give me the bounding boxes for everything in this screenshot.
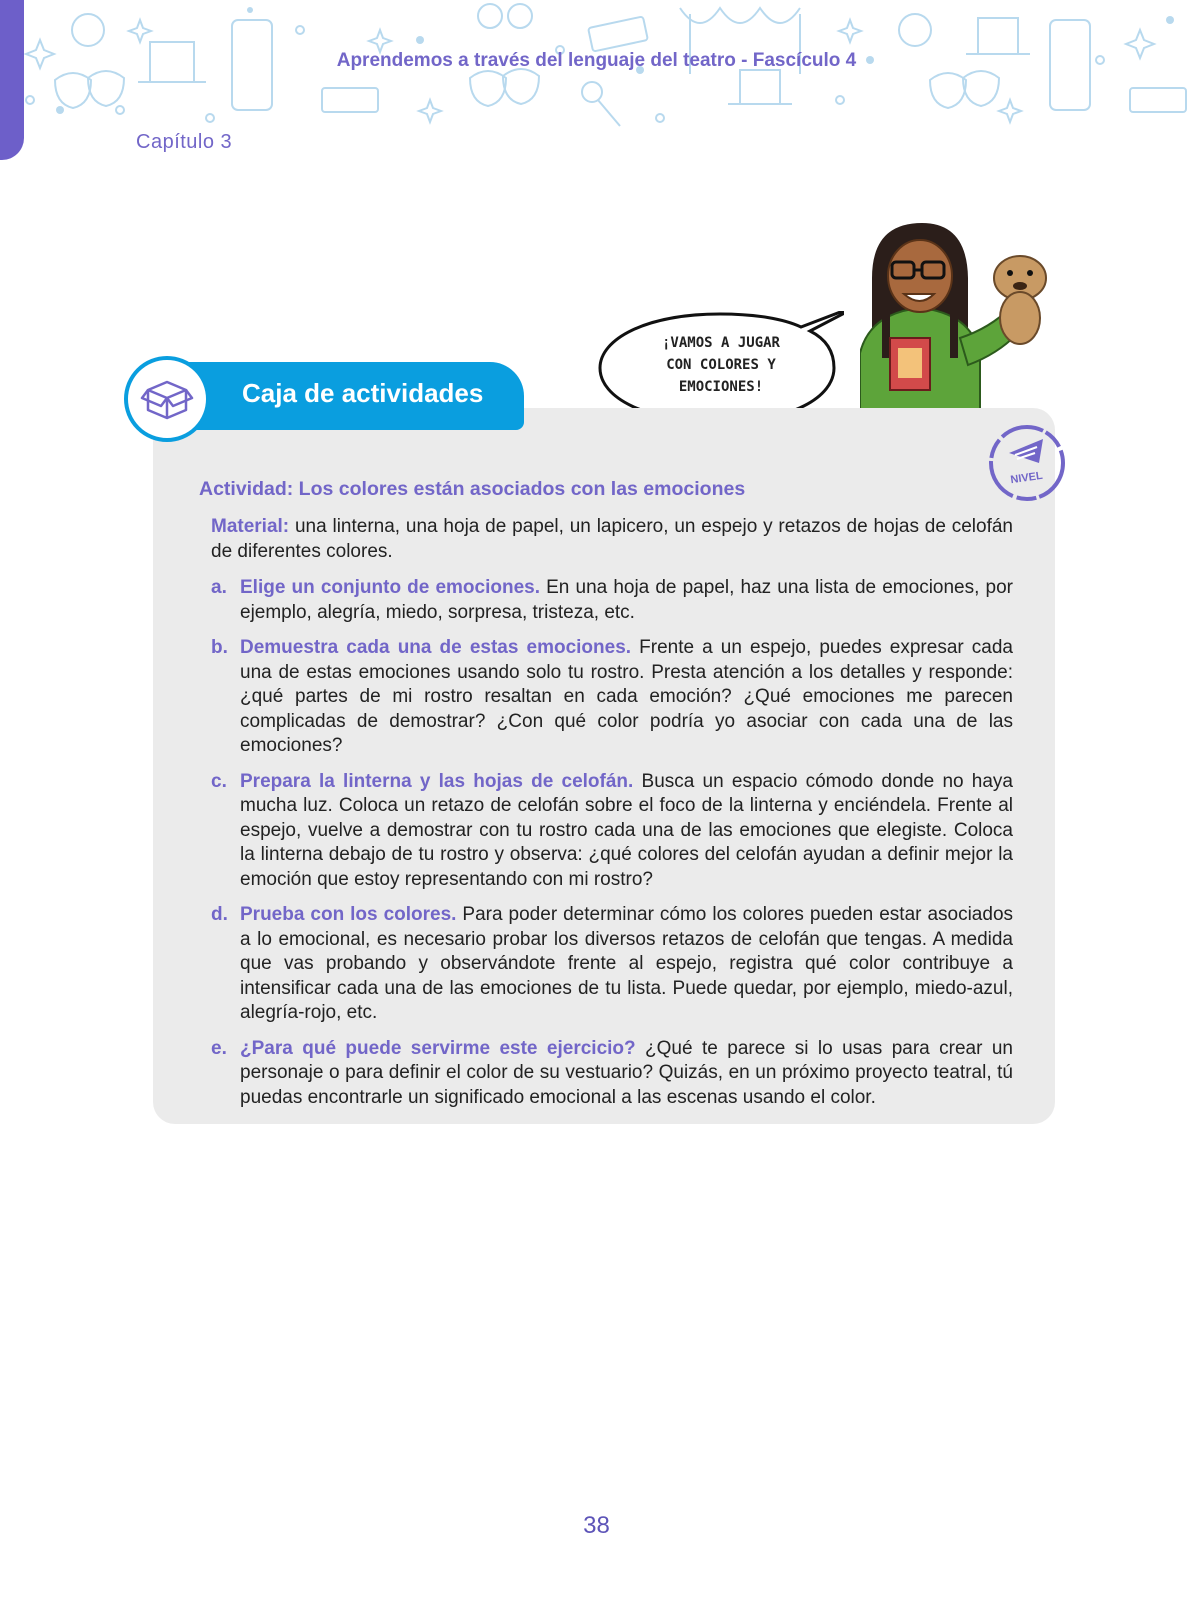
item-lead: Demuestra cada una de estas emociones.	[240, 637, 632, 658]
material-text: una linterna, una hoja de papel, un lapicero, un espejo y retazos de hojas de celofán de diferentes colores.	[211, 516, 1013, 562]
bubble-line-1: ¡VAMOS A JUGAR	[661, 335, 780, 351]
side-tab	[0, 0, 24, 160]
character-illustration	[860, 218, 1060, 413]
item-lead: ¿Para qué puede servirme este ejercicio?	[240, 1037, 636, 1059]
item-text: Busca un espacio cómodo donde no haya mucha luz. Coloca un retazo de celofán sobre el foco de la linterna y enciéndela. Frente al espejo, vuelve a demostrar con tu rostro cada una de las emociones que elegiste. Coloca la linterna debajo de tu rostro y observa: ¿qué colores del celofán ayudan a definir mejor la emoción que estoy representando con mi rostro?	[240, 770, 1013, 890]
bubble-line-2: CON COLORES Y	[666, 357, 776, 373]
list-item	[211, 576, 1013, 625]
nivel-stamp-icon	[987, 423, 1067, 503]
item-letter: d.	[211, 904, 228, 925]
item-letter: c.	[211, 770, 227, 792]
page-number: 38	[583, 1512, 610, 1539]
item-letter: a.	[211, 577, 227, 598]
item-text: Frente a un espejo, puedes expresar cada una de estas emociones usando solo tu rostro. Presta atención a los detalles y responde: ¿qué partes de mi rostro resaltan en cada emoción? ¿Qué emociones me parecen complicadas de demostrar? ¿Con qué color podría yo asociar con cada una de las emociones?	[240, 637, 1013, 756]
list-item	[211, 903, 1013, 1026]
item-text: Para poder determinar cómo los colores pueden estar asociados a lo emocional, es necesario probar los diversos retazos de celofán que tengas. A medida que vas probando y observándote frente al espejo, registra qué color contribuye a intensificar cada una de las emociones de tu lista. Puede quedar, por ejemplo, miedo-azul, alegría-rojo, etc.	[240, 904, 1014, 1023]
item-text: ¿Qué te parece si lo usas para crear un personaje o para definir el color de su vestuario? Quizás, en un próximo proyecto teatral, tú puedas encontrarle un significado emocional a las escenas usando el color.	[240, 1037, 1013, 1108]
bubble-line-3: EMOCIONES!	[678, 379, 764, 395]
list-item	[211, 636, 1013, 759]
item-text: En una hoja de papel, haz una lista de emociones, por ejemplo, alegría, miedo, sorpresa, tristeza, etc.	[240, 577, 1013, 623]
material-paragraph	[211, 515, 1013, 564]
nivel-badge	[987, 423, 1067, 503]
item-letter: e.	[211, 1037, 227, 1059]
box-icon	[124, 356, 210, 442]
list-item	[211, 770, 1013, 893]
item-lead: Prepara la linterna y las hojas de celofán.	[240, 770, 634, 792]
activity-steps	[211, 576, 1013, 1110]
material-label: Material:	[211, 516, 290, 537]
activity-title: Actividad: Los colores están asociados con las emociones	[199, 478, 746, 500]
speech-bubble-text	[615, 332, 827, 398]
item-letter: b.	[211, 637, 228, 658]
girl-with-puppet-icon	[860, 218, 1060, 413]
chapter-label: Capítulo 3	[136, 131, 233, 153]
open-box-icon	[140, 372, 194, 426]
activity-content	[211, 515, 1013, 1121]
nivel-label: NIVEL	[1009, 469, 1044, 487]
item-lead: Prueba con los colores.	[240, 904, 457, 925]
list-item	[211, 1037, 1013, 1111]
document-title: Aprendemos a través del lenguaje del teatro - Fascículo 4	[336, 50, 857, 71]
item-lead: Elige un conjunto de emociones.	[240, 577, 541, 598]
section-label: Caja de actividades	[242, 378, 484, 408]
